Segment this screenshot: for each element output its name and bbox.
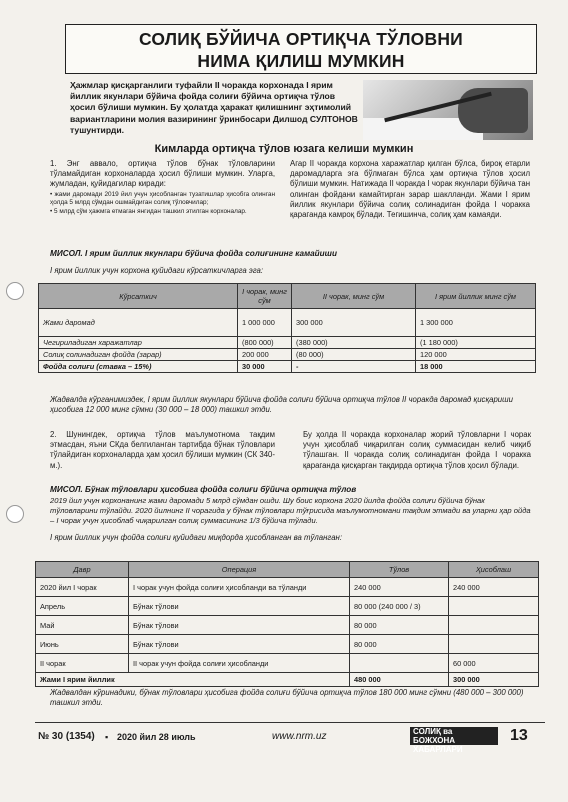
- binder-hole: [6, 505, 24, 523]
- example2-heading: МИСОЛ. Бўнак тўловлари ҳисобига фойда солиғи бўйича ортиқча тўлов: [50, 485, 357, 494]
- section2-right: Бу ҳолда II чоракда корхоналар жорий тўловларни I чорак учун ҳисоблаб чиқарилган солиқ суммасидан келиб чиқиб тўлашган. II чоракда солиқ солинадиган фойда I чоракка қараганда қисқарган тақдирда ортиқча тўлов ҳосил бўлади.: [303, 430, 531, 470]
- table-row: 2020 йил I чорак I чорак учун фойда солиғи ҳисобланди ва тўланди 240 000 240 000: [36, 578, 539, 597]
- column-header: I чорак, минг сўм: [238, 284, 292, 309]
- column-header: Давр: [36, 562, 129, 578]
- column-header: Кўрсаткич: [39, 284, 238, 309]
- column-header: II чорак, минг сўм: [292, 284, 416, 309]
- issue-number: № 30 (1354): [38, 731, 95, 742]
- table-row: Фойда солиғи (ставка – 15%) 30 000 - 18 000: [39, 361, 536, 373]
- right-paragraph: Агар II чоракда корхона харажатлар қилган бўлса, бироқ етарли даромадларга эга бўлмаган бўлса ҳам ортиқча тўлов ҳосил бўлиши мумкин. Натижада II чоракда I чорак якунлари бўйича тан олинган фойдани камайтирган зарар шаклланди. Жами I ярим йиллик якунлари бўйича солиқ солинадиган фойда I чоракка қараганда камроқ бўлади. Тегишинча, солиқ ҳам камаяди.: [290, 159, 530, 220]
- example2-note: Жадвалдан кўринадики, бўнак тўловлари ҳисобига фойда солиғи бўйича ортиқча тўлов 180 000 минг сўмни (480 000 – 300 000) ташкил этди.: [50, 688, 524, 707]
- payments-table: [35, 561, 539, 687]
- lead-paragraph: Ҳажмлар қисқарганлиги туфайли II чоракда корхонада I ярим йиллик якунлари бўйича фойда солиғи бўйича ортиқча тўлов ҳосил бўлиши мумкин. Бу ҳолатда ҳаракат қилишнинг эҳтимолий вариантларини молия вазирининг ўринбосари Дилшод СУЛТОНОВ тушунтирди.: [70, 80, 358, 135]
- table-row: Солиқ солинадиган фойда (зарар) 200 000 (80 000) 120 000: [39, 349, 536, 361]
- table-row: II чорак II чорак учун фойда солиғи ҳисобланди 60 000: [36, 654, 539, 673]
- left-column: [50, 159, 275, 218]
- table-row: Апрель Бўнак тўлови 80 000 (240 000 / 3): [36, 597, 539, 616]
- section-heading: Кимларда ортиқча тўлов юзага келиши мумкин: [154, 143, 414, 155]
- indicators-table: [38, 283, 536, 373]
- bullet-item: • 5 млрд сўм ҳажмга етмаган янгидан ташкил этилган корхоналар.: [50, 208, 247, 216]
- table-row: Май Бўнак тўлови 80 000: [36, 616, 539, 635]
- example1-intro: I ярим йиллик учун корхона қуйидаги кўрсаткичларга эга:: [50, 266, 264, 275]
- bullet-item: • жами даромади 2019 йил учун ҳисобланган тузатишлар ҳисобга олинган ҳолда 5 млрд сўмдан ошмайдиган солиқ тўловчилар;: [50, 190, 275, 207]
- left-paragraph: 1. Энг аввало, ортиқча тўлов бўнак тўловларини тўламайдиган корхоналарда ҳосил бўлиши мумкин. Уларга, жумладан, қуйидагилар киради:: [50, 159, 275, 189]
- table-row: Чегириладиган харажатлар (800 000) (380 000) (1 180 000): [39, 337, 536, 349]
- column-header: I ярим йиллик минг сўм: [416, 284, 536, 309]
- example1-heading: МИСОЛ. I ярим йиллик якунлари бўйича фойда солиғининг камайиши: [50, 249, 337, 258]
- title-line-2: НИМА ҚИЛИШ МУМКИН: [197, 51, 405, 71]
- table-row: Жами I ярим йиллик 480 000 300 000: [36, 673, 539, 687]
- table-row: Июнь Бўнак тўлови 80 000: [36, 635, 539, 654]
- example2-intro: I ярим йиллик учун фойда солиғи қуйидаги миқдорда ҳисобланган ва тўланган:: [50, 533, 342, 542]
- article-photo: [363, 80, 533, 140]
- right-column: [290, 159, 530, 221]
- column-header: Операция: [129, 562, 350, 578]
- section2-left: 2. Шунингдек, ортиқча тўлов маълумотнома тақдим этмасдан, яъни СКда белгиланган тартибда бўнак тўловлари тўлайдиган корхоналарда ҳам ҳосил бўлиши мумкин (СК 340-м.).: [50, 430, 275, 470]
- binder-hole: [6, 282, 24, 300]
- page-number: 13: [510, 727, 528, 744]
- table-row: Жами даромад 1 000 000 300 000 1 300 000: [39, 309, 536, 337]
- example1-note: Жадвалда кўрганимиздек, I ярим йиллик якунлари бўйича фойда солиғи бўйича ортиқча тўлов II чоракда даромад қисқариши ҳисобига 12 000 минг сўмни (30 000 – 18 000) ташкил этди.: [50, 395, 513, 414]
- article-title: [65, 24, 537, 74]
- example2-text: 2019 йил учун корхонанинг жами даромади 5 млрд сўмдан ошди. Шу боис корхона 2020 йилда фойда солиғи бўйича бўнак тўловларини тўлайди. 2020 йилнинг II чорагида у бўнак тўловлари тўғрисида маълумотномани тақдим этмади ва уларни ҳар ойда – I чорак учун ҳисоблаб чиқарилган солиқ суммасининг 1/3 бўйича тўлади.: [50, 496, 531, 525]
- separator-bullet: ▪: [105, 732, 109, 742]
- issue-date: 2020 йил 28 июль: [117, 732, 196, 742]
- column-header: Ҳисоблаш: [449, 562, 539, 578]
- footer-divider: [35, 722, 545, 723]
- website-link[interactable]: www.nrm.uz: [272, 731, 327, 742]
- publication-logo: СОЛИҚ ва БОЖХОНА ХАБАРЛАРИ: [410, 727, 498, 745]
- column-header: Тўлов: [350, 562, 449, 578]
- title-line-1: СОЛИҚ БЎЙИЧА ОРТИҚЧА ТЎЛОВНИ: [139, 29, 463, 49]
